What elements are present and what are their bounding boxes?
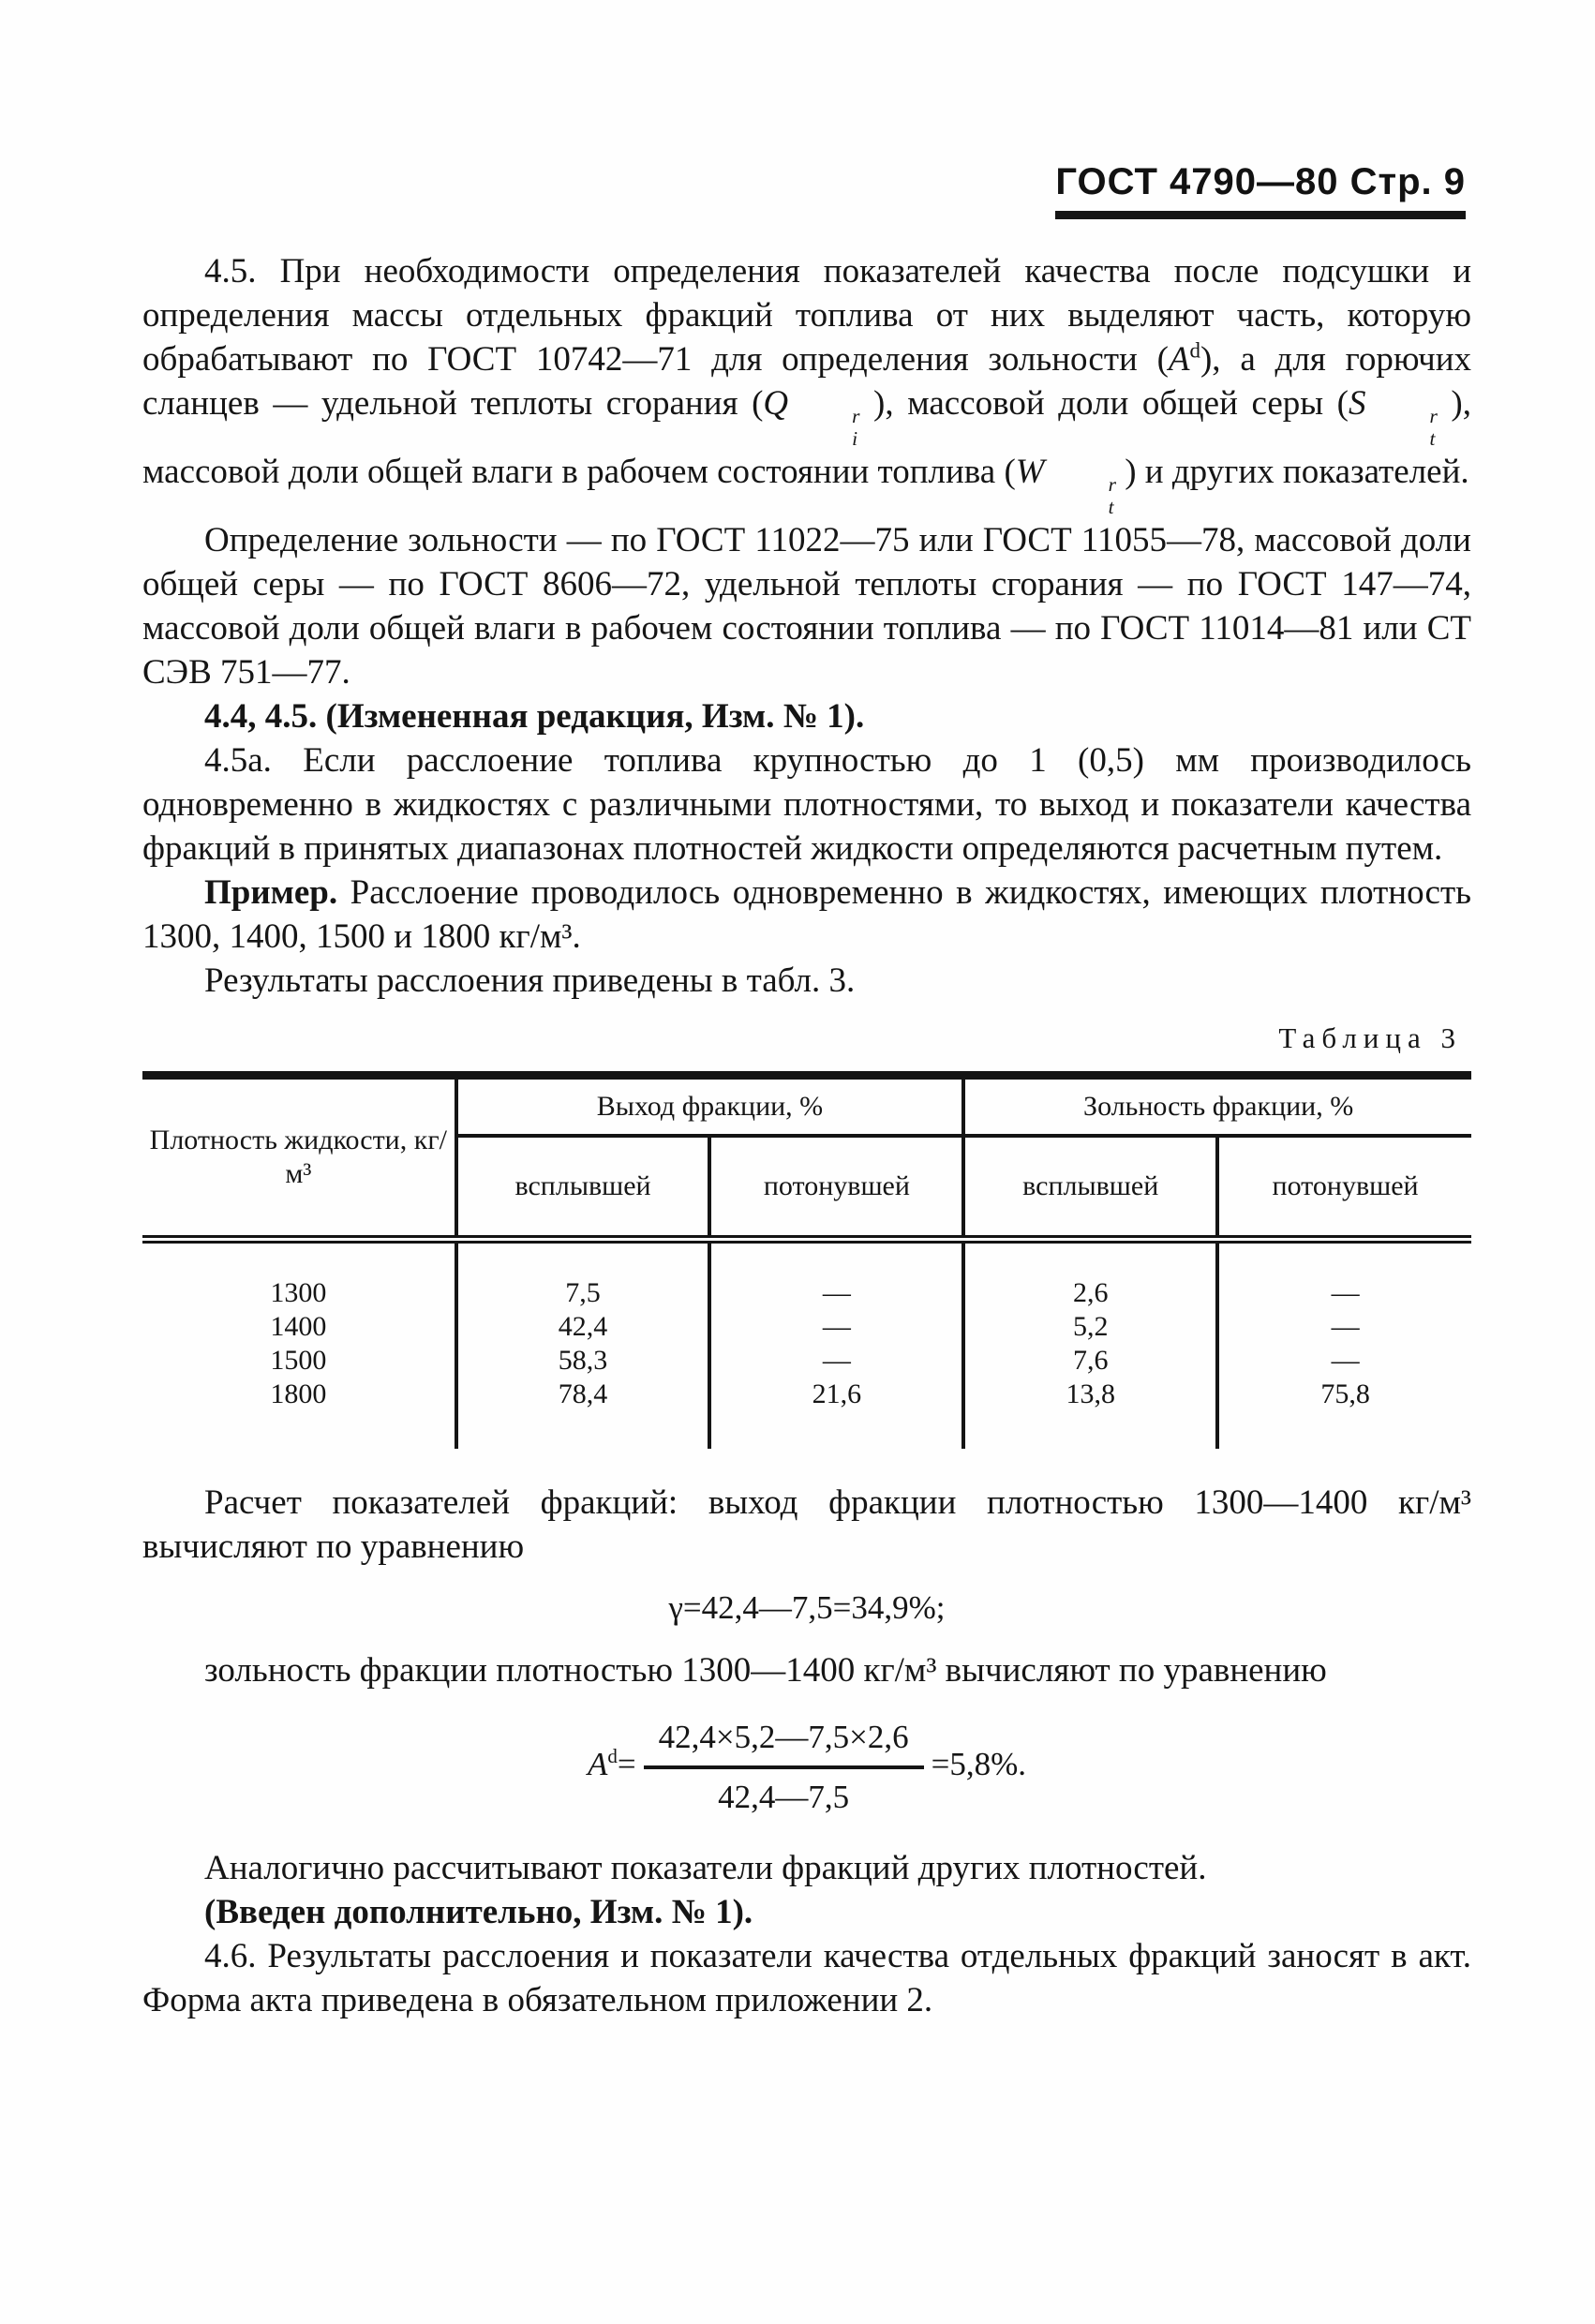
cell-yield-floated: 58,3 (456, 1344, 710, 1378)
symbol-sub: i (852, 427, 858, 451)
example-label: Пример. (204, 873, 338, 913)
cell-yield-sunk: — (709, 1344, 963, 1378)
text-run: ), массовой доли общей влаги в рабочем состоянии топлива ( (142, 384, 1471, 492)
fraction-results-table (142, 1071, 1471, 1449)
equation-yield: γ=42,4—7,5=34,9%; (668, 1589, 946, 1627)
cell-ash-floated: 7,6 (963, 1344, 1217, 1378)
cell-density: 1400 (142, 1310, 456, 1344)
cell-ash-sunk: — (1331, 1345, 1360, 1377)
symbol-sub: t (1108, 496, 1114, 519)
cell-ash-sunk: — (1331, 1311, 1360, 1343)
column-header-sunk: потонувшей (1217, 1136, 1471, 1240)
equation-ash (142, 1717, 1471, 1818)
cell-yield-floated: 7,5 (456, 1240, 710, 1311)
table-row (142, 1240, 1471, 1311)
column-header-floated: всплывшей (963, 1136, 1217, 1240)
cell-ash-floated: 13,8 (963, 1378, 1217, 1411)
table-row (142, 1378, 1471, 1411)
symbol-base: Q (763, 384, 789, 423)
equals-sign: = (617, 1745, 636, 1782)
cell-yield-sunk: 21,6 (709, 1378, 963, 1411)
table-spacer-row (142, 1411, 1471, 1449)
symbol-sulfur-content (1349, 384, 1438, 451)
cell-yield-sunk: — (709, 1310, 963, 1344)
paragraph-4-6: 4.6. Результаты расслоения и показатели качества отдельных фракций заносят в акт. Форма акта приведена в обязательном приложении 2. (142, 1936, 1471, 2019)
paragraph-4-5 (142, 249, 1471, 518)
cell-yield-sunk: — (709, 1240, 963, 1311)
cell-ash-floated: 5,2 (963, 1310, 1217, 1344)
cell-density: 1300 (142, 1240, 456, 1311)
symbol-sub: t (1429, 427, 1436, 451)
equation-lhs: A (587, 1745, 608, 1782)
paragraph-calculation: Расчет показателей фракций: выход фракции плотностью 1300—1400 кг/м³ вычисляют по уравнению (142, 1483, 1471, 1567)
symbol-sup: d (1189, 338, 1200, 363)
column-header-floated: всплывшей (456, 1136, 710, 1240)
text-run: Расслоение проводилось одновременно в жидкостях, имеющих плотность 1300, 1400, 1500 и 1800 кг/м³. (142, 873, 1471, 957)
text-run: ) и других показателей. (1115, 453, 1469, 492)
table-caption: Таблица 3 (1278, 1021, 1462, 1055)
cell-ash-floated: 2,6 (963, 1240, 1217, 1311)
paragraph-4-5a: 4.5а. Если расслоение топлива крупностью до 1 (0,5) мм производилось одновременно в жидкостях с различными плотностями, то выход и показатели качества фракций в принятых диапазонах плотностей жидкости определяются расчетным путем. (142, 741, 1471, 869)
column-header-sunk: потонувшей (709, 1136, 963, 1240)
symbol-sup: r (1429, 405, 1438, 427)
cell-density: 1500 (142, 1344, 456, 1378)
table-row (142, 1344, 1471, 1378)
paragraph-amendment-2: (Введен дополнительно, Изм. № 1). (204, 1892, 753, 1931)
page-header (1055, 161, 1466, 219)
symbol-base: W (1015, 453, 1045, 492)
fraction-numerator: 42,4×5,2—7,5×2,6 (644, 1717, 924, 1769)
text-run: ), массовой доли общей серы ( (859, 384, 1349, 423)
header-rule (1055, 211, 1466, 219)
document-title: ГОСТ 4790—80 Стр. 9 (1055, 161, 1466, 202)
table-head (142, 1076, 1471, 1240)
fraction (636, 1717, 932, 1818)
paragraph-analogous: Аналогично рассчитывают показатели фракций других плотностей. (204, 1848, 1207, 1887)
paragraph-example (142, 871, 1471, 959)
paragraph-results: Результаты расслоения приведены в табл. 3. (204, 961, 856, 1001)
equation-lhs-sup: d (607, 1745, 618, 1768)
symbol-heat-of-combustion (763, 384, 860, 451)
cell-yield-floated: 42,4 (456, 1310, 710, 1344)
paragraph-amendment-1: 4.4, 4.5. (Измененная редакция, Изм. № 1). (204, 697, 865, 737)
table-row (142, 1310, 1471, 1344)
table-group-header-row (142, 1076, 1471, 1137)
column-group-yield: Выход фракции, % (456, 1076, 964, 1137)
symbol-supsub (790, 405, 859, 450)
cell-density: 1800 (142, 1378, 456, 1411)
symbol-supsub (1368, 405, 1438, 450)
paragraph-ash-fraction: зольность фракции плотностью 1300—1400 кг/м³ вычисляют по уравнению (204, 1651, 1327, 1691)
symbol-ash-content (1169, 340, 1200, 379)
cell-ash-sunk: 75,8 (1320, 1378, 1370, 1410)
cell-ash-sunk: — (1331, 1277, 1360, 1309)
table-body (142, 1240, 1471, 1450)
symbol-base: A (1168, 340, 1190, 379)
symbol-sup: r (1108, 473, 1116, 497)
symbol-moisture-content (1015, 453, 1116, 519)
text-run: ), а для горючих сланцев — удельной теплоты сгорания ( (142, 340, 1471, 423)
document-body (142, 249, 1471, 2022)
fraction-denominator: 42,4—7,5 (718, 1778, 850, 1815)
symbol-base: S (1349, 384, 1366, 423)
column-group-ash: Зольность фракции, % (963, 1076, 1471, 1137)
symbol-sup: r (852, 405, 860, 427)
equation-result: =5,8%. (931, 1745, 1027, 1782)
text-run: 4.5. При необходимости определения показателей качества после подсушки и определения массы отдельных фракций топлива от них выделяют часть, которую обрабатывают по ГОСТ 10742—71 для определения зольности ( (142, 252, 1471, 379)
cell-yield-floated: 78,4 (456, 1378, 710, 1411)
column-header-density: Плотность жидкости, кг/м³ (142, 1076, 456, 1240)
symbol-supsub (1047, 473, 1116, 518)
paragraph-ash-determination: Определение зольности — по ГОСТ 11022—75 или ГОСТ 11055—78, массовой доли общей серы — по ГОСТ 8606—72, удельной теплоты сгорания — по ГОСТ 147—74, массовой доли общей влаги в рабочем состоянии топлива — по ГОСТ 11014—81 или СТ СЭВ 751—77. (142, 521, 1471, 693)
